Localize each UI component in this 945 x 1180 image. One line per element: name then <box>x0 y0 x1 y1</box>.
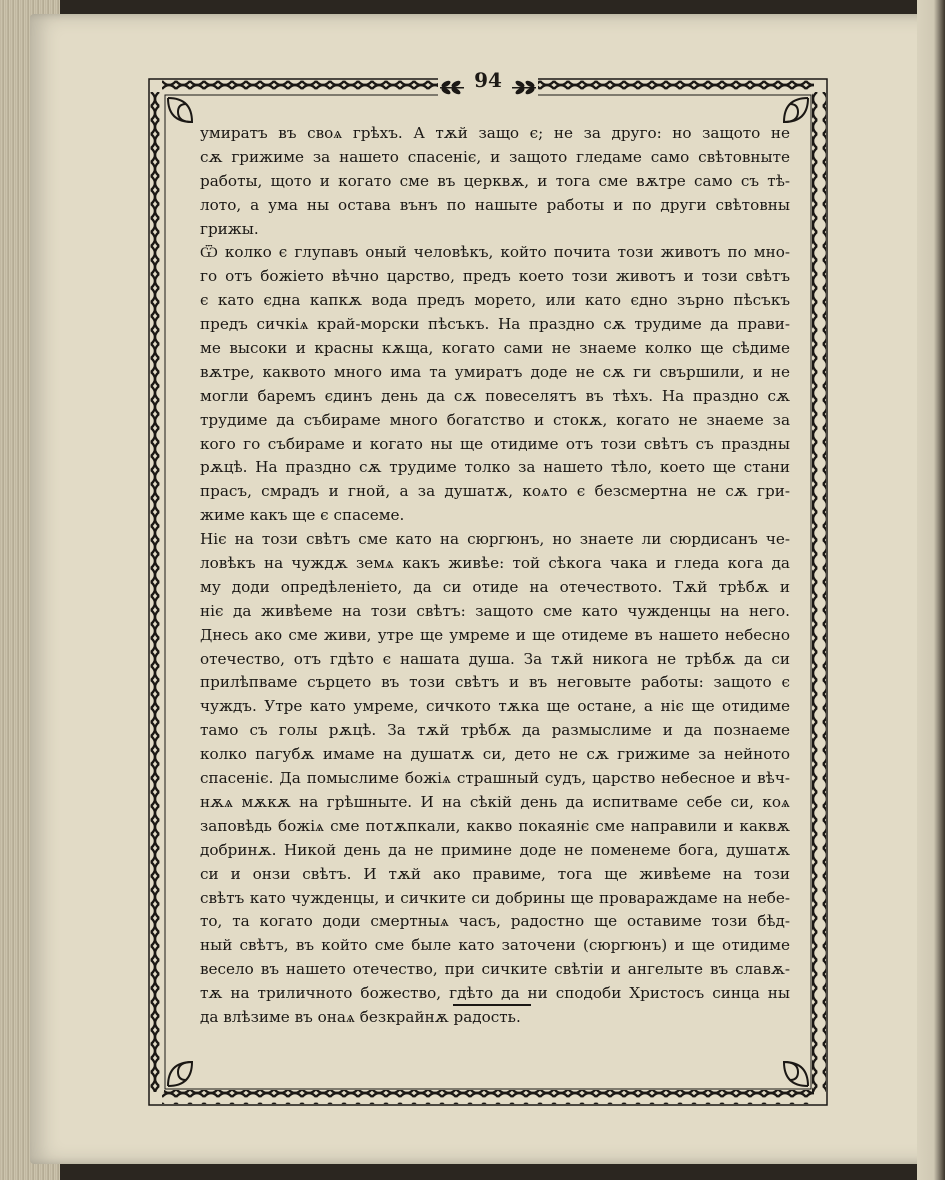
text-line: ме высоки и красны кѫща, когато сами не знаеме колко ще сѣдиме <box>200 339 790 358</box>
text-line: си и онзи свѣтъ. И тѫй ако правиме, тога ще живѣеме на този <box>200 864 790 883</box>
text-line: умиратъ въ своѧ грѣхъ. А тѫй защо є; не за друго: но защото не <box>200 124 790 142</box>
text-line: колко пагубѫ имаме на душатѫ си, дето не сѫ грижиме за нейното <box>200 745 790 764</box>
text-line: чуждъ. Утре като умреме, сичкото тѫка ще остане, а ніє ще отидиме <box>200 697 790 716</box>
text-line: сѫ грижиме за нашето спасеніє, и защото гледаме само свѣтовныте <box>200 147 790 166</box>
text-line: свѣтъ като чужденцы, и сичките си добрины ще провараждаме на небе- <box>200 888 790 907</box>
text-line: ніє да живѣеме на този свѣтъ: защото сме като чужденцы на него. <box>200 601 790 620</box>
text-line: могли баремъ єдинъ день да сѫ повеселятъ въ тѣхъ. На праздно сѫ <box>200 386 790 405</box>
text-line: є като єдна капкѫ вода предъ морето, или като єдно зърно пѣсъкъ <box>200 291 790 310</box>
corner-flourish-bottom-left-icon <box>168 1062 192 1086</box>
text-line: Днесь ако сме живи, утре ще умреме и ще отидеме въ нашето небесно <box>200 625 790 644</box>
text-line: спасеніє. Да помыслиме божіѧ страшный судъ, царство небесное и вѣч- <box>200 769 790 788</box>
corner-flourish-top-left-icon <box>168 98 192 122</box>
end-rule-divider <box>453 1004 531 1006</box>
text-line: весело въ нашето отечество, при сичките свѣтіи и ангелыте въ славѫ- <box>200 960 790 979</box>
text-line: Ніє на този свѣтъ сме като на сюргюнъ, но знаете ли сюрдисанъ че- <box>200 530 790 549</box>
text-line: прилѣпваме сърцето въ този свѣтъ и въ неговыте работы: защото є <box>200 673 790 692</box>
text-line: го отъ божіето вѣчно царство, предъ което този животъ и този свѣтъ <box>200 267 790 286</box>
facing-page-edge <box>917 0 945 1180</box>
text-line: предъ сичкіѧ край-морски пѣсъкъ. На праздно сѫ трудиме да прави- <box>200 315 790 334</box>
text-line: лото, а ума ны остава вънъ по нашыте работы и по други свѣтовны <box>200 195 790 214</box>
text-line: нѫѧ мѫкѫ на грѣшныте. И на сѣкій день да испитваме себе си, коѧ <box>200 792 790 811</box>
text-line: рѫцѣ. На праздно сѫ трудиме толко за нашето тѣло, което ще стани <box>200 458 790 477</box>
text-line: да влѣзиме въ онаѧ безкрайнѫ радость. <box>200 1007 521 1026</box>
text-line: то, та когато доди смертныѧ часъ, радостно ще оставиме този бѣд- <box>200 912 790 931</box>
text-line: отечество, отъ гдѣто є нашата душа. За тѫй никога не трѣбѫ да си <box>200 649 790 668</box>
text-line: кого го събираме и когато ны ще отидиме отъ този свѣтъ съ праздны <box>200 434 790 453</box>
text-line: работы, щото и когато сме въ церквѫ, и тога сме вѫтре само съ тѣ- <box>200 171 790 190</box>
corner-flourish-bottom-right-icon <box>784 1062 808 1086</box>
text-line: тамо съ голы рѫцѣ. За тѫй трѣбѫ да размыслиме и да познаеме <box>200 721 790 740</box>
text-line: прасъ, смрадъ и гной, а за душатѫ, коѧто є безсмертна не сѫ гри- <box>200 482 790 501</box>
body-text <box>200 122 790 1030</box>
text-line: заповѣдь божіѧ сме потѫпкали, какво покаяніє сме направили и каквѫ <box>200 816 790 835</box>
text-line: му доди опредѣленіето, да си отиде на отечеството. Тѫй трѣбѫ и <box>200 577 790 596</box>
text-line: вѫтре, каквото много има та умиратъ доде не сѫ ги свършили, и не <box>200 362 790 381</box>
text-line: ный свѣтъ, въ който сме быле като заточени (сюргюнъ) и ще отидиме <box>200 936 790 955</box>
text-line: трудиме да събираме много богатство и стокѫ, когато не знаеме за <box>200 410 790 429</box>
corner-flourish-top-right-icon <box>784 98 808 122</box>
text-line: грижы. <box>200 219 259 238</box>
page-number: 94 <box>468 68 508 92</box>
text-line: жиме какъ ще є спасеме. <box>200 506 405 525</box>
text-line: добринѫ. Никой день да не примине доде не поменеме бога, душатѫ <box>200 840 790 859</box>
text-line: Ѿ колко є глупавъ оный человѣкъ, който почита този животъ по мно- <box>200 243 790 262</box>
text-line: тѫ на триличното божество, гдѣто да ни сподоби Христосъ синца ны <box>200 984 790 1003</box>
text-line: ловѣкъ на чуждѫ земѧ какъ живѣе: той сѣкога чака и гледа кога да <box>200 554 790 573</box>
